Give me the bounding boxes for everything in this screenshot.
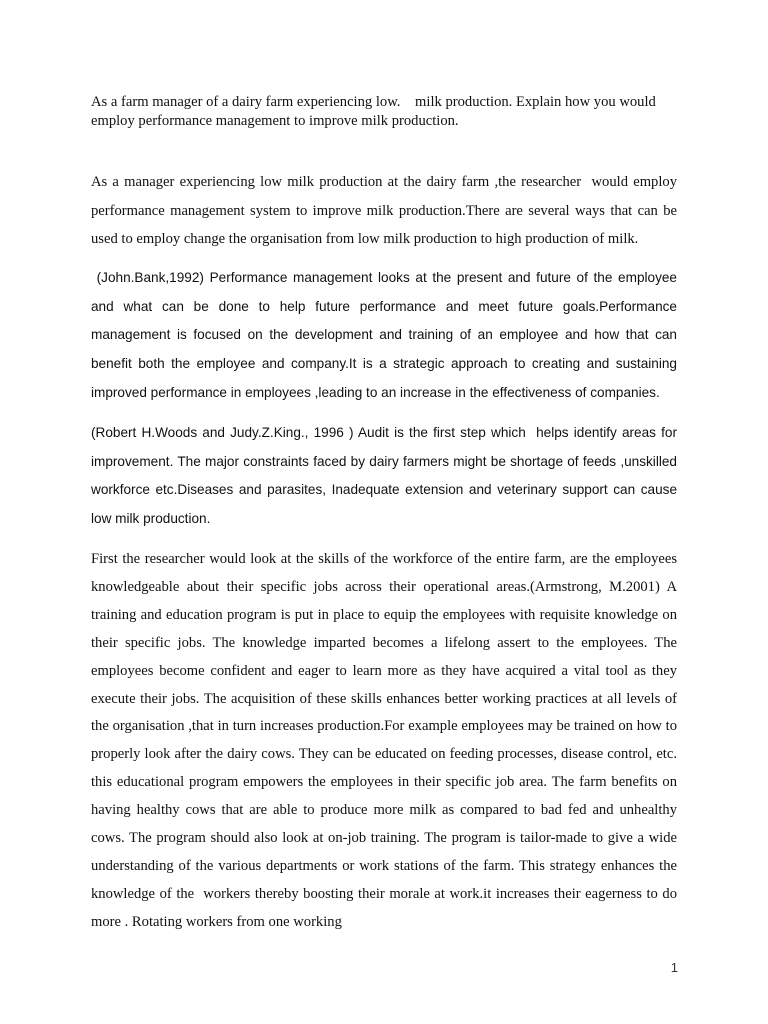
performance-management-paragraph: (John.Bank,1992) Performance management looks at the present and future of the employee and what can be done to help future performance and meet future goals.Performance management is focused on the development and training of an employee and how that can benefit both the employee and company.It is a strategic approach to creating and sustaining improved performance in employees ,leading to an increase in the effectiveness of companies. — [91, 270, 681, 400]
assignment-question: As a farm manager of a dairy farm experiencing low. milk production. Explain how you would employ performance management to improve milk production. — [91, 94, 660, 129]
intro-paragraph: As a manager experiencing low milk production at the dairy farm ,the researcher would employ performance management system to improve milk production.There are several ways that can be used to employ change the organisation from low milk production to high production of milk. — [91, 174, 681, 248]
page-number: 1 — [670, 960, 678, 975]
training-paragraph: First the researcher would look at the skills of the workforce of the entire farm, are the employees knowledgeable about their specific jobs across their operational areas.(Armstrong, M.2001) A training and education program is put in place to equip the employees with requisite knowledge on their specific jobs. The knowledge imparted becomes a lifelong assert to the employees. The employees become confident and eager to learn more as they have acquired a vital tool as they execute their jobs. The acquisition of these skills enhances better working practices at all levels of the organisation ,that in turn increases production.For example employees may be trained on how to properly look after the dairy cows. They can be educated on feeding processes, disease control, etc. this educational program empowers the employees in their specific job area. The farm benefits on having healthy cows that are able to produce more milk as compared to bad fed and unhealthy cows. The program should also look at on-job training. The program is tailor-made to give a wide understanding of the various departments or work stations of the farm. This strategy enhances the knowledge of the workers thereby boosting their morale at work.it increases their eagerness to do more . Rotating workers from one working — [91, 551, 681, 930]
audit-paragraph: (Robert H.Woods and Judy.Z.King., 1996 ) Audit is the first step which helps identify areas for improvement. The major constraints faced by dairy farmers might be shortage of feeds ,unskilled workforce etc.Diseases and parasites, Inadequate extension and veterinary support can cause low milk production. — [91, 425, 681, 527]
